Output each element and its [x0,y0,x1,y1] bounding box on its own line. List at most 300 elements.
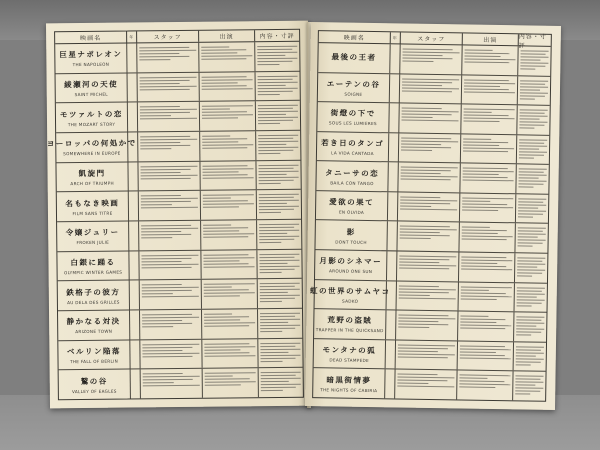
printed-text-line [259,230,299,231]
cast-cell [200,72,256,101]
printed-text-line [517,266,537,267]
printed-text-line [258,153,280,154]
printed-text-line [462,200,490,201]
film-title-en: AROUND ONE SUN [328,268,373,275]
printed-text-line [520,65,545,66]
printed-text-line [465,49,493,50]
film-title-en: SAINT MICHEL [74,91,108,98]
film-title-jp: 影 [346,227,356,237]
printed-text-line [400,232,440,234]
cast-cell [458,312,514,341]
printed-text-line [464,79,509,81]
printed-text-line [142,317,199,319]
film-title-cell [46,133,137,162]
printed-text-line [459,375,510,377]
printed-text-line [520,62,548,63]
printed-text-line [464,109,515,111]
printed-text-line [259,203,287,204]
printed-text-line [400,202,450,204]
printed-text-line [520,119,540,120]
printed-text-line [203,207,239,208]
film-title-cell [314,309,386,339]
printed-text-line [140,118,197,120]
printed-text-line [403,49,453,51]
table-row [314,339,546,372]
printed-text-line [260,354,300,355]
note-cell [257,220,301,249]
note-cell [256,71,300,100]
printed-text-line [518,204,546,205]
staff-cell [138,161,200,190]
film-title-cell [57,251,129,280]
printed-text-line [516,335,531,336]
film-title-cell [313,369,385,399]
printed-text-line [260,348,300,349]
cast-cell [200,102,256,131]
printed-text-line [465,52,510,54]
printed-text-line [460,319,505,321]
printed-text-line [399,262,439,264]
film-title-jp: 最後の王者 [331,52,377,62]
printed-text-line [460,348,511,350]
printed-text-line [400,238,431,239]
printed-text-line [259,224,299,225]
film-title-cell [55,44,127,73]
printed-text-line [400,196,440,198]
printed-text-line [260,265,300,266]
printed-text-line [202,106,253,108]
film-title-en: EN OLVIDA [338,209,365,216]
printed-text-line [259,239,294,240]
printed-text-line [204,355,255,357]
printed-text-line [401,170,451,172]
year-cell [389,133,399,162]
printed-text-line [518,231,543,232]
printed-text-line [260,352,288,353]
table-row [58,309,302,341]
printed-text-line [259,256,294,257]
printed-text-line [519,142,544,143]
cast-cell [201,191,257,220]
table-row [315,250,547,283]
printed-text-line [142,287,199,289]
printed-text-line [464,118,515,120]
printed-text-line [402,111,459,113]
printed-text-line [258,111,298,112]
printed-text-line [520,80,548,81]
year-cell [389,103,399,132]
printed-text-line [261,384,301,385]
printed-text-line [401,167,458,169]
note-cell [258,279,302,308]
cast-cell [202,339,258,368]
printed-text-line [203,224,231,225]
printed-text-line [519,139,547,140]
printed-text-line [517,263,545,264]
printed-text-line [141,231,181,232]
printed-text-line [259,259,299,260]
printed-text-line [259,200,299,201]
printed-text-line [202,115,253,117]
film-title-jp: 名もなき映画 [65,198,120,208]
printed-text-line [518,243,543,244]
printed-text-line [259,176,299,177]
staff-cell [400,44,462,74]
film-title-jp: モンタナの狐 [322,345,377,356]
film-title-en: FILM SANS TITRE [72,210,113,216]
printed-text-line [203,230,239,231]
staff-cell [398,163,460,193]
printed-text-line [463,150,508,152]
film-title-cell [315,221,387,251]
printed-text-line [518,207,538,208]
printed-text-line [140,115,171,116]
table-row [317,102,549,135]
printed-text-line [142,293,173,294]
printed-text-line [205,379,250,380]
printed-text-line [204,293,255,295]
printed-text-line [398,350,438,352]
printed-text-line [398,318,455,320]
printed-text-line [259,233,287,234]
film-title-en: VALLEY OF EAGLES [71,388,117,394]
printed-text-line [204,287,232,288]
staff-cell [400,74,462,104]
year-cell [388,163,398,192]
printed-text-line [204,296,240,297]
printed-text-line [517,299,545,300]
printed-text-line [402,81,452,83]
cast-cell [203,369,259,398]
note-cell [258,338,302,367]
cast-cell [459,223,515,252]
film-title-cell [58,281,130,310]
printed-text-line [519,169,547,170]
year-cell [131,370,141,399]
printed-text-line [520,92,548,93]
header-cast: 出演 [199,30,255,42]
printed-text-line [260,331,282,332]
film-title-jp: 愛欲の果て [329,197,375,208]
right-page [305,22,561,410]
printed-text-line [202,79,253,81]
film-title-en: OLYMPIC WINTER GAMES [63,269,123,276]
printed-text-line [141,237,172,238]
staff-cell [140,310,202,339]
printed-text-line [142,320,182,321]
printed-text-line [519,181,547,182]
note-cell [515,253,547,282]
film-title-jp: 鷲の谷 [80,376,108,386]
printed-text-line [203,195,254,197]
printed-text-line [142,267,192,269]
printed-text-line [142,284,182,285]
printed-text-line [461,265,506,267]
staff-cell [137,43,199,72]
film-title-cell [58,340,130,369]
printed-text-line [259,253,299,254]
printed-text-line [518,228,546,229]
printed-text-line [259,197,294,198]
printed-text-line [515,394,530,395]
printed-text-line [257,61,292,62]
table-row [58,279,302,311]
printed-text-line [518,240,546,241]
printed-text-line [260,322,288,323]
printed-text-line [258,138,293,139]
printed-text-line [460,354,505,356]
printed-text-line [202,88,253,90]
printed-text-line [398,344,455,346]
printed-text-line [139,47,189,49]
printed-text-line [401,140,458,142]
printed-text-line [142,347,192,349]
staff-cell [139,221,201,250]
printed-text-line [462,206,513,208]
printed-text-line [398,347,448,349]
film-title-cell [316,161,388,191]
film-title-en: THE NIGHTS OF CABIRIA [320,386,378,393]
printed-text-line [142,350,182,351]
cast-cell [200,161,256,190]
year-cell [388,192,398,221]
header-title: 映画名 [319,31,391,43]
film-title-cell [56,103,128,132]
printed-text-line [204,319,240,320]
year-cell [387,281,397,310]
film-title-cell [315,250,387,280]
printed-text-line [402,114,452,116]
film-title-cell [316,191,388,221]
year-cell [129,221,139,250]
printed-text-line [518,216,533,217]
printed-text-line [399,294,430,295]
printed-text-line [460,325,511,327]
printed-text-line [398,353,455,355]
table-row [310,280,547,313]
printed-text-line [461,286,512,288]
cast-cell [460,164,516,193]
printed-text-line [260,286,295,287]
printed-text-line [461,292,506,294]
printed-text-line [260,292,288,293]
printed-text-line [515,388,543,389]
printed-text-line [141,174,198,176]
printed-text-line [257,52,297,53]
table-row [318,43,550,76]
printed-text-line [142,356,192,358]
printed-text-line [516,346,544,347]
printed-text-line [141,204,172,205]
cast-cell [202,280,258,309]
printed-text-line [460,316,488,317]
printed-text-line [259,174,287,175]
printed-text-line [397,377,454,379]
printed-text-line [518,198,546,199]
printed-text-line [401,137,451,139]
printed-text-line [459,381,504,383]
printed-text-line [141,169,191,171]
film-title-cell [317,102,389,132]
printed-text-line [461,259,512,261]
printed-text-line [460,322,496,324]
printed-text-line [259,183,281,184]
printed-text-line [400,199,457,201]
printed-text-line [401,143,441,145]
printed-text-line [516,317,544,318]
printed-text-line [462,227,490,228]
printed-text-line [402,84,442,86]
printed-text-line [258,141,298,142]
printed-text-line [463,180,514,182]
printed-text-line [257,49,292,50]
year-cell [128,132,138,161]
printed-text-line [402,117,433,118]
printed-text-line [260,342,300,343]
printed-text-line [399,259,449,261]
printed-text-line [202,141,238,142]
film-title-jp: 虹の世界のサムヤコ [310,285,391,297]
film-title-jp: 暗黒街情夢 [326,374,372,385]
printed-text-line [139,56,189,58]
cast-cell [461,134,517,163]
printed-text-line [519,128,534,129]
printed-text-line [462,203,507,205]
printed-text-line [260,316,295,317]
printed-text-line [519,175,547,176]
printed-text-line [201,55,252,57]
printed-text-line [259,194,299,195]
printed-text-line [399,285,439,287]
printed-text-line [141,234,191,236]
printed-text-line [460,357,511,359]
printed-text-line [517,257,545,258]
table-row [59,368,303,399]
printed-text-line [257,64,279,65]
year-cell [387,222,397,251]
printed-text-line [141,258,191,260]
staff-cell [395,370,457,400]
printed-text-line [141,178,191,180]
printed-text-line [202,138,247,139]
year-cell [386,340,396,369]
printed-text-line [201,46,229,47]
cast-cell [462,45,518,74]
printed-text-line [202,76,247,77]
table-row [316,191,548,224]
printed-text-line [140,139,197,141]
year-cell [127,43,137,72]
printed-text-line [140,112,190,114]
printed-text-line [259,236,299,237]
printed-text-line [401,146,451,148]
film-title-en: ARCH OF TRIUMPH [70,180,114,187]
printed-text-line [140,80,190,82]
printed-text-line [402,87,459,89]
table-row [314,309,546,342]
printed-text-line [260,328,295,329]
film-title-jp: ベルリン陥落 [66,346,121,357]
staff-cell [138,72,200,101]
table-row [56,101,300,133]
printed-text-line [516,364,531,365]
printed-text-line [140,136,190,138]
printed-text-line [140,106,180,107]
printed-text-line [519,145,547,146]
film-title-en: SADKO [342,298,359,304]
printed-text-line [463,141,508,143]
printed-text-line [257,55,285,56]
staff-cell [140,280,202,309]
printed-text-line [402,61,433,62]
printed-text-line [141,172,181,173]
printed-text-line [259,206,299,207]
printed-text-line [140,109,197,111]
printed-text-line [258,75,298,76]
film-title-jp: 静かなる対決 [66,316,121,327]
printed-text-line [516,361,541,362]
printed-text-line [202,135,230,136]
note-cell [256,160,300,189]
printed-text-line [142,344,199,346]
printed-text-line [400,205,431,206]
printed-text-line [462,209,498,211]
note-cell [517,105,549,134]
printed-text-line [261,358,296,359]
staff-cell [396,311,458,341]
table-row [316,161,548,194]
film-title-jp: 令嬢ジュリー [65,227,120,238]
printed-text-line [464,85,500,87]
printed-text-line [516,349,541,350]
printed-text-line [464,91,515,93]
printed-text-line [139,59,170,60]
note-cell [515,224,547,253]
film-title-en: THE FALL OF BERLIN [69,358,119,365]
printed-text-line [518,246,533,247]
table-row [46,131,300,163]
printed-text-line [202,165,247,166]
printed-text-line [142,264,199,266]
note-cell [257,249,301,278]
printed-text-line [517,296,537,297]
printed-text-line [258,120,293,121]
printed-text-line [521,50,549,51]
header-note: 内容・寸評 [518,32,547,49]
film-title-en: SOIGNE [344,91,363,97]
printed-text-line [518,201,543,202]
film-table-right [312,30,552,402]
note-cell [515,283,547,312]
printed-text-line [258,147,298,148]
cast-cell [458,341,514,370]
printed-text-line [402,58,452,60]
printed-text-line [140,165,197,167]
printed-text-line [398,374,438,376]
printed-text-line [399,288,456,290]
printed-text-line [140,85,197,87]
cast-cell [459,282,515,311]
printed-text-line [142,326,173,327]
film-title-jp: 凱旋門 [78,168,106,179]
year-cell [128,162,138,191]
printed-text-line [261,375,296,376]
film-title-cell [59,370,131,399]
printed-text-line [402,108,442,110]
printed-text-line [204,343,249,344]
printed-text-line [519,122,547,123]
printed-text-line [204,352,249,353]
